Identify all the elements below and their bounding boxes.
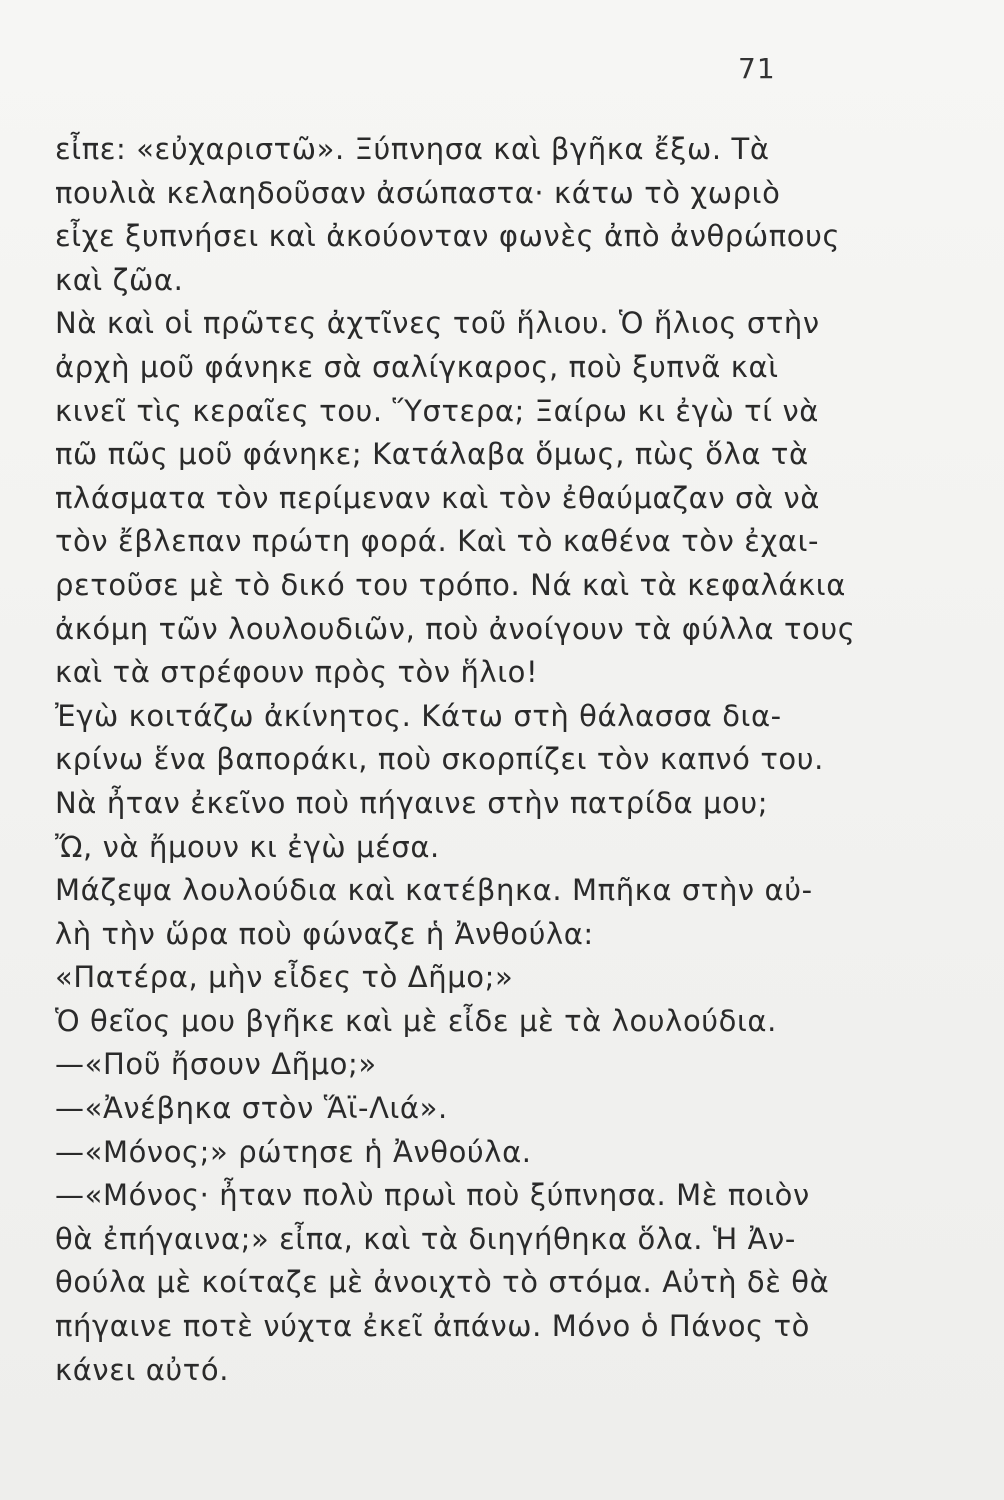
text-line: εἶχε ξυπνήσει καὶ ἀκούονταν φωνὲς ἀπὸ ἀνθρώπους (55, 219, 841, 254)
text-line: πῶ πῶς μοῦ φάνηκε; Κατάλαβα ὅμως, πὼς ὅλα τὰ (55, 437, 809, 472)
text-line: Νὰ καὶ οἱ πρῶτες ἀχτῖνες τοῦ ἥλιου. Ὁ ἥλιος στὴν (55, 306, 820, 341)
text-line: πλάσματα τὸν περίμεναν καὶ τὸν ἐθαύμαζαν σὰ νὰ (55, 480, 820, 515)
text-line: κρίνω ἕνα βαποράκι, ποὺ σκορπίζει τὸν καπνό του. (55, 742, 824, 777)
text-line: θούλα μὲ κοίταζε μὲ ἀνοιχτὸ τὸ στόμα. Αὐτὴ δὲ θὰ (55, 1265, 830, 1300)
text-line: Μάζεψα λουλούδια καὶ κατέβηκα. Μπῆκα στὴν αὐ- (55, 873, 813, 908)
body-text (55, 128, 856, 1392)
text-line: ρετοῦσε μὲ τὸ δικό του τρόπο. Νά καὶ τὰ κεφαλάκια (55, 567, 846, 602)
text-line: «Πατέρα, μὴν εἶδες τὸ Δῆμο;» (55, 960, 514, 995)
text-line: καὶ τὰ στρέφουν πρὸς τὸν ἥλιο! (55, 655, 539, 690)
text-line: λὴ τὴν ὥρα ποὺ φώναζε ἡ Ἀνθούλα: (55, 916, 594, 951)
text-line: Ὤ, νὰ ἤμουν κι ἐγὼ μέσα. (55, 829, 440, 864)
text-line: —«Ποῦ ἤσουν Δῆμο;» (55, 1047, 377, 1082)
text-line: —«Μόνος;» ρώτησε ἡ Ἀνθούλα. (55, 1134, 532, 1169)
text-line: τὸν ἔβλεπαν πρώτη φορά. Καὶ τὸ καθένα τὸν ἐχαι- (55, 524, 820, 559)
text-line: εἶπε: «εὐχαριστῶ». Ξύπνησα καὶ βγῆκα ἔξω. Τὰ (55, 132, 770, 166)
text-line: Ἐγὼ κοιτάζω ἀκίνητος. Κάτω στὴ θάλασσα δια- (55, 698, 782, 733)
text-line: θὰ ἐπήγαινα;» εἶπα, καὶ τὰ διηγήθηκα ὅλα. Ἡ Ἀν- (55, 1221, 796, 1256)
text-line: —«Μόνος· ἦταν πολὺ πρωὶ ποὺ ξύπνησα. Μὲ ποιὸν (55, 1178, 810, 1213)
text-line: ἀκόμη τῶν λουλουδιῶν, ποὺ ἀνοίγουν τὰ φύλλα τους (55, 611, 856, 646)
text-line: Ὁ θεῖος μου βγῆκε καὶ μὲ εἶδε μὲ τὰ λουλούδια. (55, 1003, 777, 1038)
text-line: κινεῖ τὶς κεραῖες του. Ὕστερα; Ξαίρω κι ἐγὼ τί νὰ (55, 393, 819, 428)
text-line: πουλιὰ κελαηδοῦσαν ἀσώπαστα· κάτω τὸ χωριὸ (55, 175, 781, 210)
text-line: καὶ ζῶα. (55, 262, 184, 297)
text-line: Νὰ ἦταν ἐκεῖνο ποὺ πήγαινε στὴν πατρίδα μου; (55, 785, 769, 820)
page-number: 71 (738, 52, 776, 85)
text-line: —«Ἀνέβηκα στὸν Ἅϊ-Λιά». (55, 1091, 448, 1126)
text-line: κάνει αὐτό. (55, 1352, 230, 1387)
text-line: ἀρχὴ μοῦ φάνηκε σὰ σαλίγκαρος, ποὺ ξυπνᾶ καὶ (55, 349, 779, 384)
text-line: πήγαινε ποτὲ νύχτα ἐκεῖ ἀπάνω. Μόνο ὁ Πάνος τὸ (55, 1309, 810, 1344)
